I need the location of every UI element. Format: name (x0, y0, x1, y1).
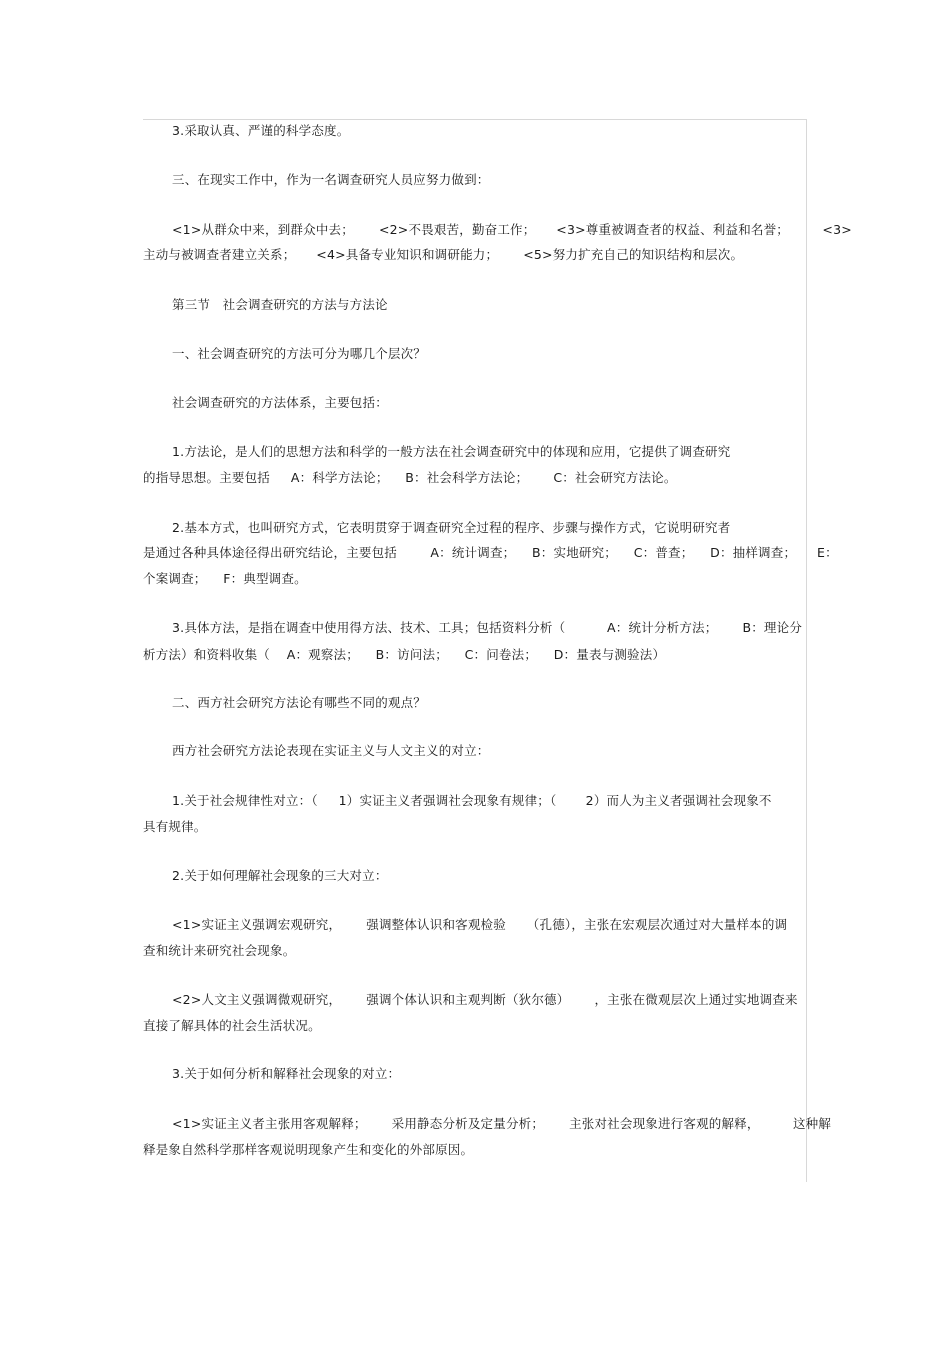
text-line: <1>实证主义者主张用客观解释； 采用静态分析及定量分析； 主张对社会现象进行客观的解释， 这种解 (172, 1116, 832, 1131)
text-line: 释是象自然科学那样客观说明现象产生和变化的外部原因。 (143, 1142, 474, 1157)
section-heading: 二、西方社会研究方法论有哪些不同的观点？ (172, 695, 427, 710)
text-line: 社会调查研究的方法体系，主要包括： (172, 395, 388, 410)
text-line: 2.基本方式，也叫研究方式，它表明贯穿于调查研究全过程的程序、步骤与操作方式，它说明研究者 (172, 520, 731, 535)
text-line: 是通过各种具体途径得出研究结论，主要包括 A：统计调查； B：实地研究； C：普查； D：抽样调查； E： (143, 545, 838, 560)
text-line: 具有规律。 (143, 819, 207, 834)
text-line: <1>从群众中来，到群众中去； <2>不畏艰苦，勤奋工作； <3>尊重被调查者的权益、利益和名誉； <3> (172, 222, 852, 237)
text-line: 的指导思想。主要包括 A：科学方法论； B：社会科学方法论； C：社会研究方法论。 (143, 470, 677, 485)
chapter-heading: 第三节 社会调查研究的方法与方法论 (172, 297, 388, 312)
text-line: 3.具体方法，是指在调查中使用得方法、技术、工具；包括资料分析（ A：统计分析方法； B：理论分 (172, 620, 803, 635)
text-line: 个案调查； F：典型调查。 (143, 571, 307, 586)
text-line: 直接了解具体的社会生活状况。 (143, 1018, 321, 1033)
text-line: 3.采取认真、严谨的科学态度。 (172, 123, 350, 138)
text-line: 查和统计来研究社会现象。 (143, 943, 296, 958)
text-line: <2>人文主义强调微观研究， 强调个体认识和主观判断（狄尔德） ，主张在微观层次上通过实地调查来 (172, 992, 798, 1007)
text-line: 3.关于如何分析和解释社会现象的对立： (172, 1066, 401, 1081)
text-line: 析方法）和资料收集（ A：观察法； B：访问法； C：问卷法； D：量表与测验法） (143, 647, 666, 662)
text-line: 1.方法论，是人们的思想方法和科学的一般方法在社会调查研究中的体现和应用，它提供了调查研究 (172, 444, 731, 459)
text-line: <1>实证主义强调宏观研究， 强调整体认识和客观检验 （孔德），主张在宏观层次通过对大量样本的调 (172, 917, 788, 932)
text-line: 西方社会研究方法论表现在实证主义与人文主义的对立： (172, 743, 490, 758)
text-line: 1.关于社会规律性对立：（ 1）实证主义者强调社会现象有规律；（ 2）而人为主义者强调社会现象不 (172, 793, 772, 808)
section-heading: 三、在现实工作中，作为一名调查研究人员应努力做到： (172, 172, 490, 187)
section-heading: 一、社会调查研究的方法可分为哪几个层次？ (172, 346, 427, 361)
text-line: 2.关于如何理解社会现象的三大对立： (172, 868, 388, 883)
text-line: 主动与被调查者建立关系； <4>具备专业知识和调研能力； <5>努力扩充自己的知识结构和层次。 (143, 247, 744, 262)
